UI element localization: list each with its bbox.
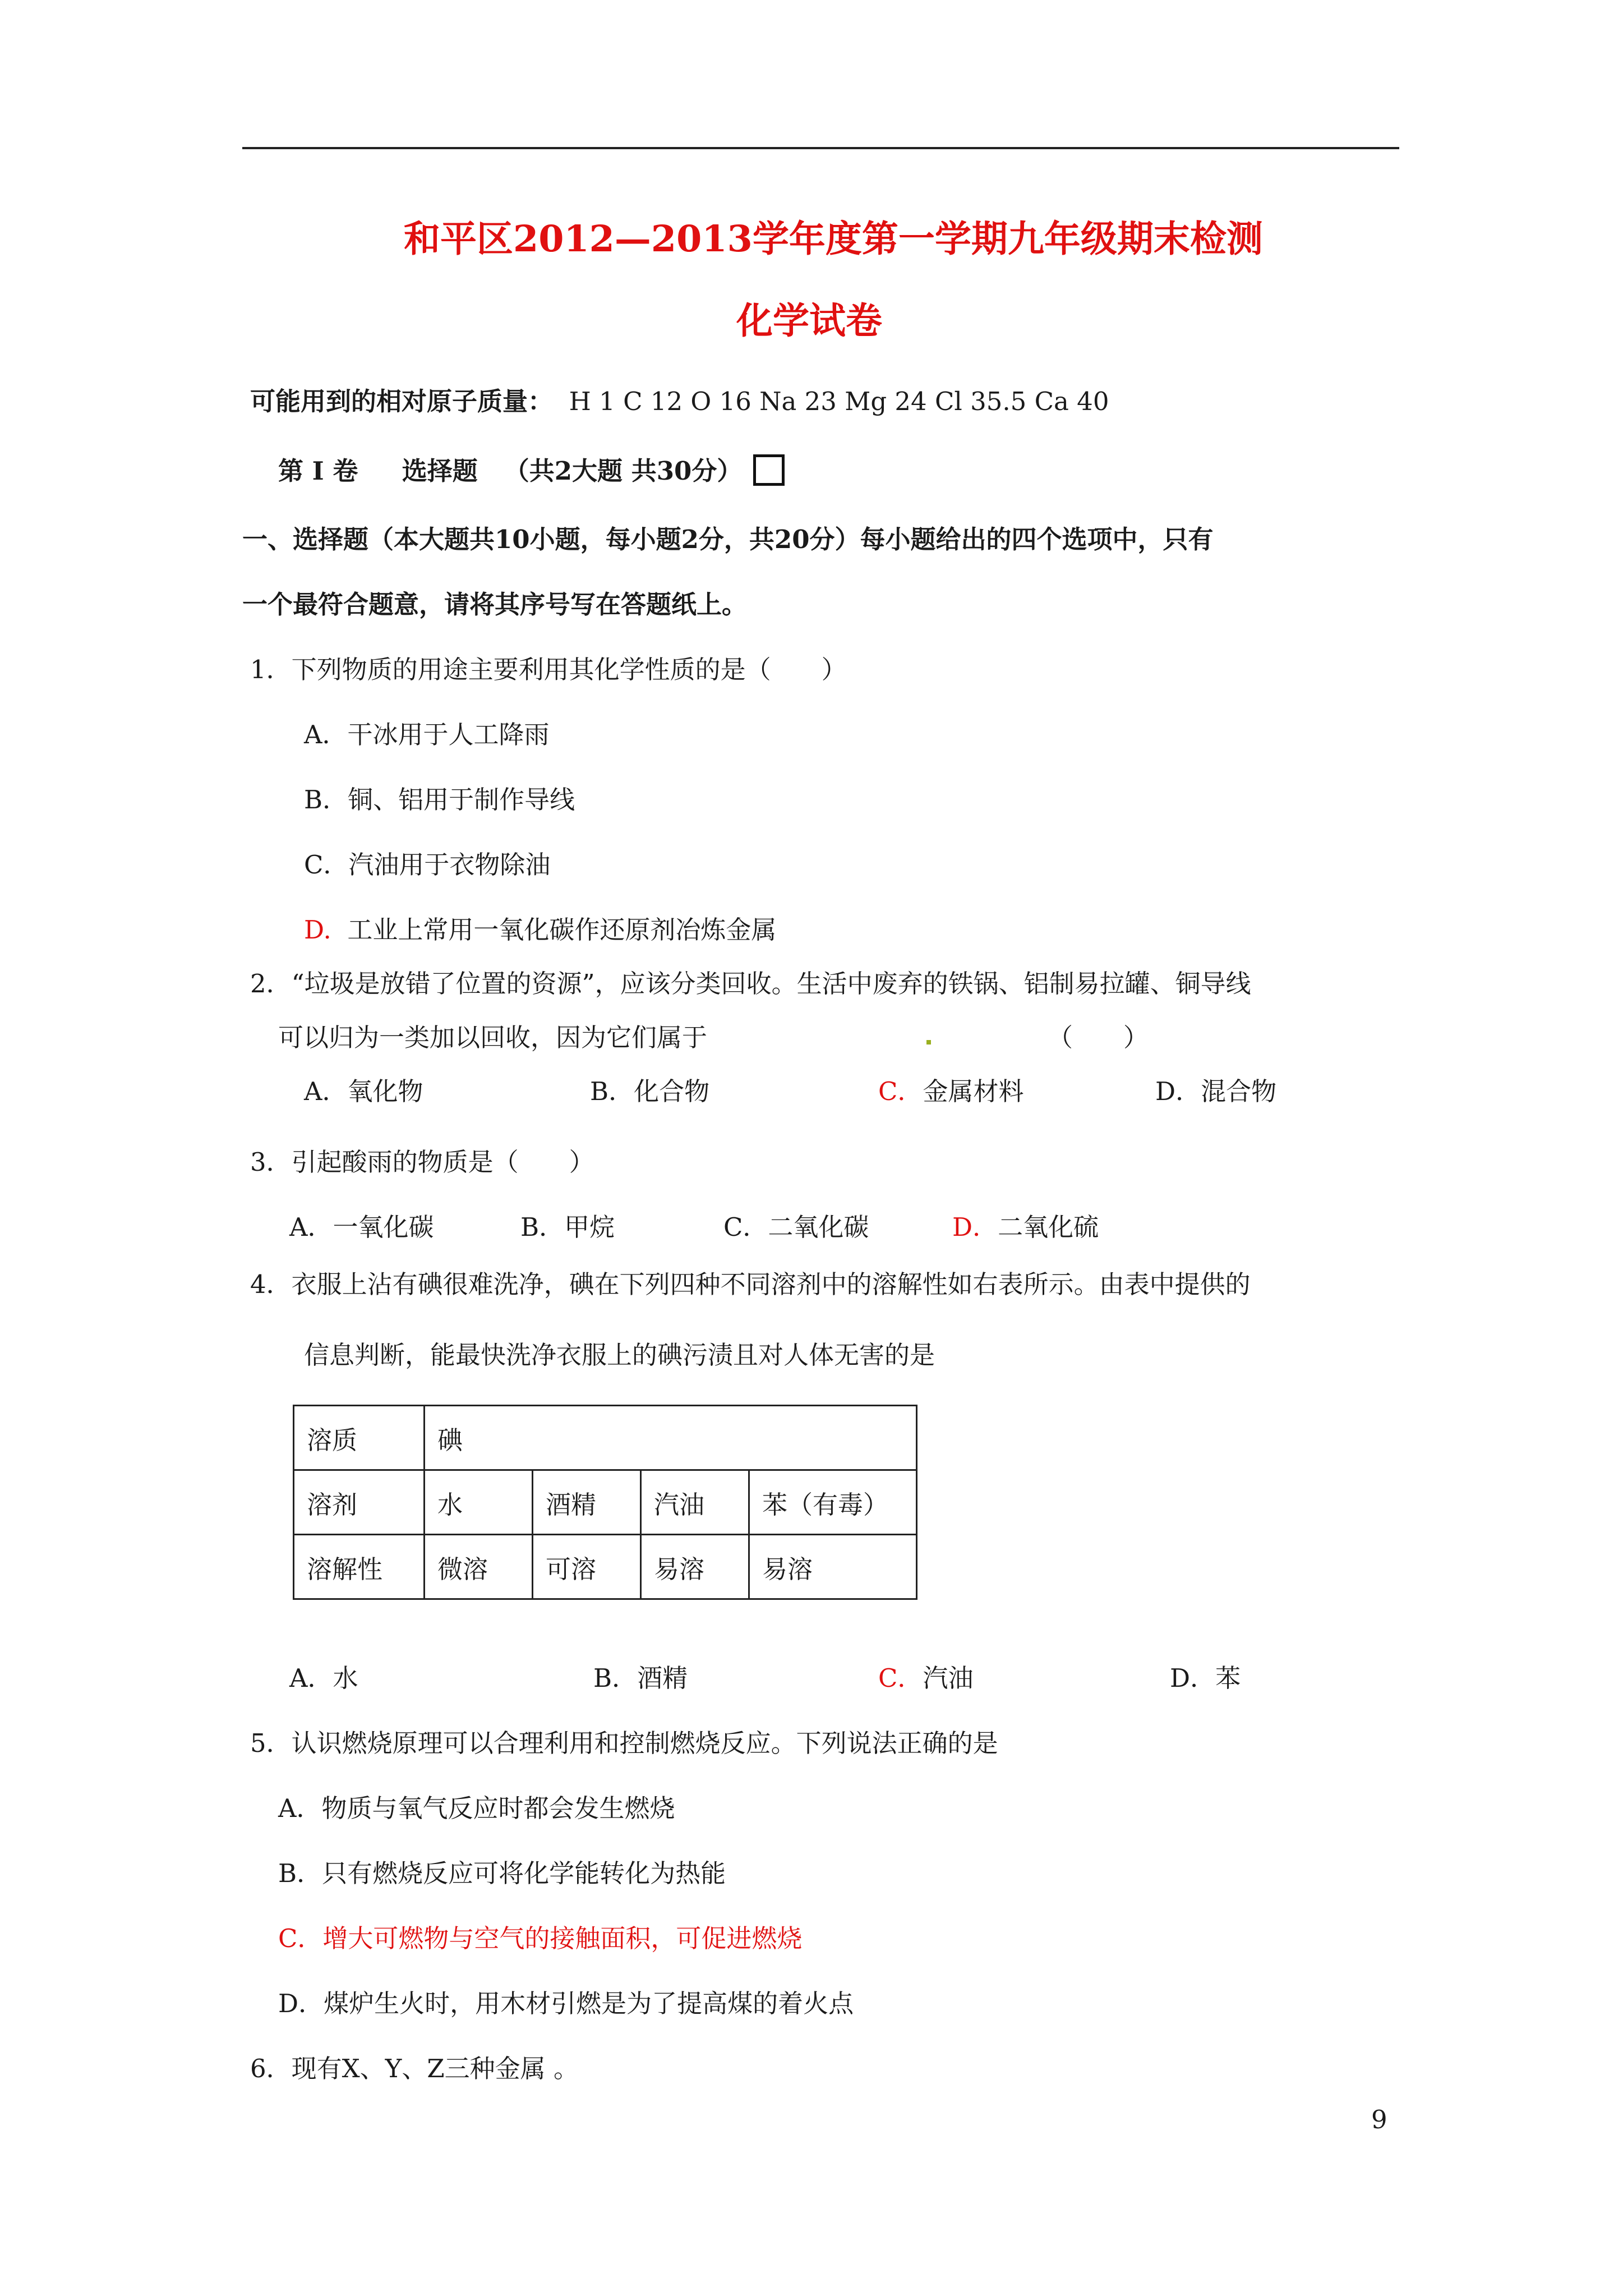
table-cell: 溶解性 [294, 1535, 425, 1599]
q3-option-d-text: 二氧化硫 [998, 1212, 1099, 1242]
table-row [294, 1535, 917, 1599]
table-cell: 苯（有毒） [749, 1470, 917, 1535]
q6-stem: 6．现有X、Y、Z三种金属 。 [250, 2054, 579, 2083]
q3-option-d [952, 1211, 1099, 1244]
q4-option-d: D．苯 [1170, 1663, 1241, 1693]
q2-stem-line2: 可以归为一类加以回收，因为它们属于 [278, 1023, 708, 1052]
table-cell: 溶剂 [294, 1470, 425, 1535]
table-cell: 酒精 [533, 1470, 641, 1535]
q5-option-c-answer: C．增大可燃物与空气的接触面积，可促进燃烧 [278, 1924, 803, 1953]
section1-line2: 一个最符合题意，请将其序号写在答题纸上。 [242, 590, 748, 619]
volume-info: （共2大题 共30分） [504, 456, 743, 486]
table-row [294, 1406, 917, 1470]
q2-option-a: A．氧化物 [304, 1076, 423, 1106]
table-cell: 汽油 [641, 1470, 749, 1535]
volume-label: 第 Ⅰ 卷 [278, 456, 358, 486]
table-cell: 溶质 [294, 1406, 425, 1470]
stray-dot [926, 1040, 931, 1045]
q1-option-d-text: 工业上常用一氧化碳作还原剂冶炼金属 [347, 915, 777, 945]
volume-heading [278, 454, 785, 489]
q2-stem-line1: 2．“垃圾是放错了位置的资源”，应该分类回收。生活中废弃的铁锅、铝制易拉罐、铜导线 [250, 969, 1251, 999]
q3-stem: 3．引起酸雨的物质是（ ） [250, 1147, 594, 1177]
q1-option-c: C．汽油用于衣物除油 [304, 850, 551, 880]
table-cell: 水 [425, 1470, 533, 1535]
table-cell: 碘 [425, 1406, 917, 1470]
q3-option-b: B．甲烷 [520, 1212, 615, 1242]
exam-title: 和平区2012—2013学年度第一学期九年级期末检测 [404, 218, 1263, 260]
q4-option-a: A．水 [289, 1663, 358, 1693]
q4-option-c [878, 1662, 973, 1695]
q5-option-d: D．煤炉生火时，用木材引燃是为了提高煤的着火点 [278, 1989, 854, 2018]
q2-option-b: B．化合物 [590, 1076, 710, 1106]
q1-stem: 1．下列物质的用途主要利用其化学性质的是（ ） [250, 655, 847, 684]
table-cell: 微溶 [425, 1535, 533, 1599]
q1-option-b: B．铜、铝用于制作导线 [304, 785, 575, 815]
q5-stem: 5．认识燃烧原理可以合理利用和控制燃烧反应。下列说法正确的是 [250, 1728, 998, 1758]
q4-option-b: B．酒精 [593, 1663, 688, 1693]
q1-answer-letter: D. [304, 915, 331, 945]
page-number: 9 [1371, 2105, 1387, 2134]
q2-option-c-text: 金属材料 [923, 1076, 1024, 1106]
atomic-mass-values: H 1 C 12 O 16 Na 23 Mg 24 Cl 35.5 Ca 40 [569, 386, 1109, 416]
q4-option-c-text: 汽油 [923, 1663, 974, 1693]
q3-option-c: C．二氧化碳 [723, 1212, 869, 1242]
atomic-mass-label: 可能用到的相对原子质量： [250, 386, 554, 416]
q1-option-a: A．干冰用于人工降雨 [304, 720, 550, 749]
q1-option-d [304, 913, 776, 947]
q4-answer-letter: C． [878, 1663, 923, 1693]
q4-stem-line2: 信息判断，能最快洗净衣服上的碘污渍且对人体无害的是 [304, 1340, 935, 1370]
header-rule [242, 147, 1399, 149]
q2-answer-paren: （ ） [1048, 1023, 1149, 1052]
atomic-mass-line [250, 385, 1109, 418]
solubility-table [293, 1405, 917, 1600]
q3-answer-letter: D． [952, 1212, 998, 1242]
q5-option-a: A．物质与氧气反应时都会发生燃烧 [278, 1793, 675, 1823]
table-cell: 易溶 [749, 1535, 917, 1599]
table-cell: 易溶 [641, 1535, 749, 1599]
table-cell: 可溶 [533, 1535, 641, 1599]
q4-stem-line1: 4．衣服上沾有碘很难洗净，碘在下列四种不同溶剂中的溶解性如右表所示。由表中提供的 [250, 1269, 1251, 1299]
table-row [294, 1470, 917, 1535]
section1-line1: 一、选择题（本大题共10小题，每小题2分，共20分）每小题给出的四个选项中，只有 [242, 524, 1214, 554]
exam-subtitle: 化学试卷 [736, 300, 883, 342]
score-box[interactable] [753, 454, 785, 486]
q2-option-c [878, 1075, 1023, 1108]
q2-option-d: D．混合物 [1155, 1076, 1277, 1106]
volume-name: 选择题 [402, 456, 478, 486]
q3-option-a: A．一氧化碳 [289, 1212, 434, 1242]
q5-option-b: B．只有燃烧反应可将化学能转化为热能 [278, 1858, 726, 1888]
q2-answer-letter: C． [878, 1076, 923, 1106]
